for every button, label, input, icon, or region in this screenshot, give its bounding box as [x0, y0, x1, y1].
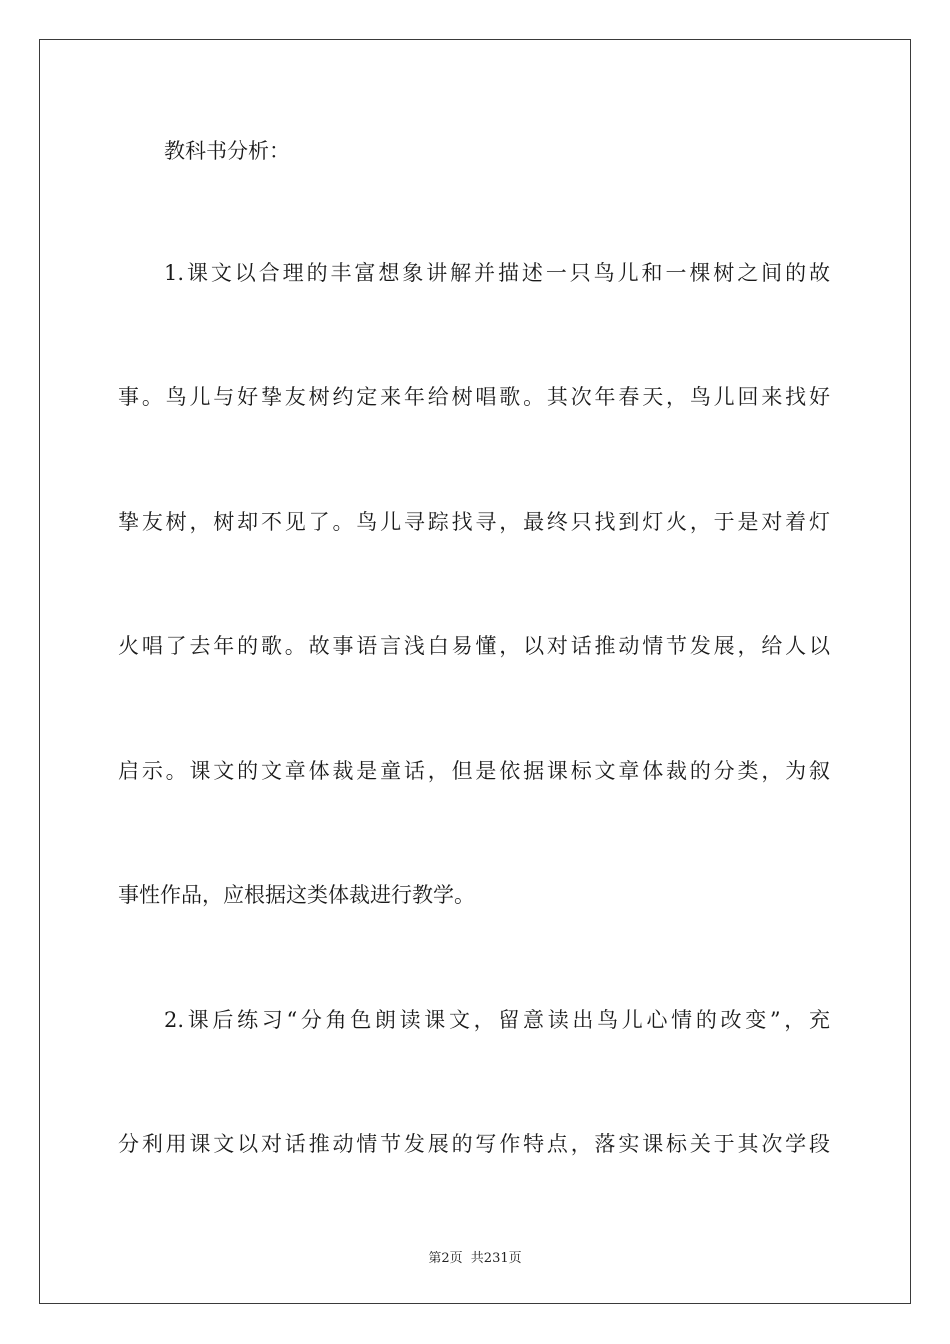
- paragraph-line: 事性作品，应根据这类体裁进行教学。: [118, 883, 475, 907]
- page-footer: [0, 1247, 950, 1266]
- paragraph-line: 挚友树，树却不见了。鸟儿寻踪找寻，最终只找到灯火，于是对着灯: [118, 510, 830, 534]
- page-border: [39, 39, 911, 1304]
- page-number: 第2页: [428, 1251, 463, 1266]
- total-pages: 共231页: [470, 1251, 522, 1266]
- section-heading: 教科书分析：: [164, 139, 290, 163]
- paragraph-line: 事。鸟儿与好挚友树约定来年给树唱歌。其次年春天，鸟儿回来找好: [118, 385, 830, 409]
- paragraph-line: 2.课后练习“分角色朗读课文，留意读出鸟儿心情的改变”，充: [164, 1008, 830, 1032]
- paragraph-line: 1.课文以合理的丰富想象讲解并描述一只鸟儿和一棵树之间的故: [164, 261, 830, 285]
- paragraph-line: 分利用课文以对话推动情节发展的写作特点，落实课标关于其次学段: [118, 1132, 830, 1156]
- paragraph-line: 启示。课文的文章体裁是童话，但是依据课标文章体裁的分类，为叙: [118, 759, 830, 783]
- paragraph-line: 火唱了去年的歌。故事语言浅白易懂，以对话推动情节发展，给人以: [118, 634, 830, 658]
